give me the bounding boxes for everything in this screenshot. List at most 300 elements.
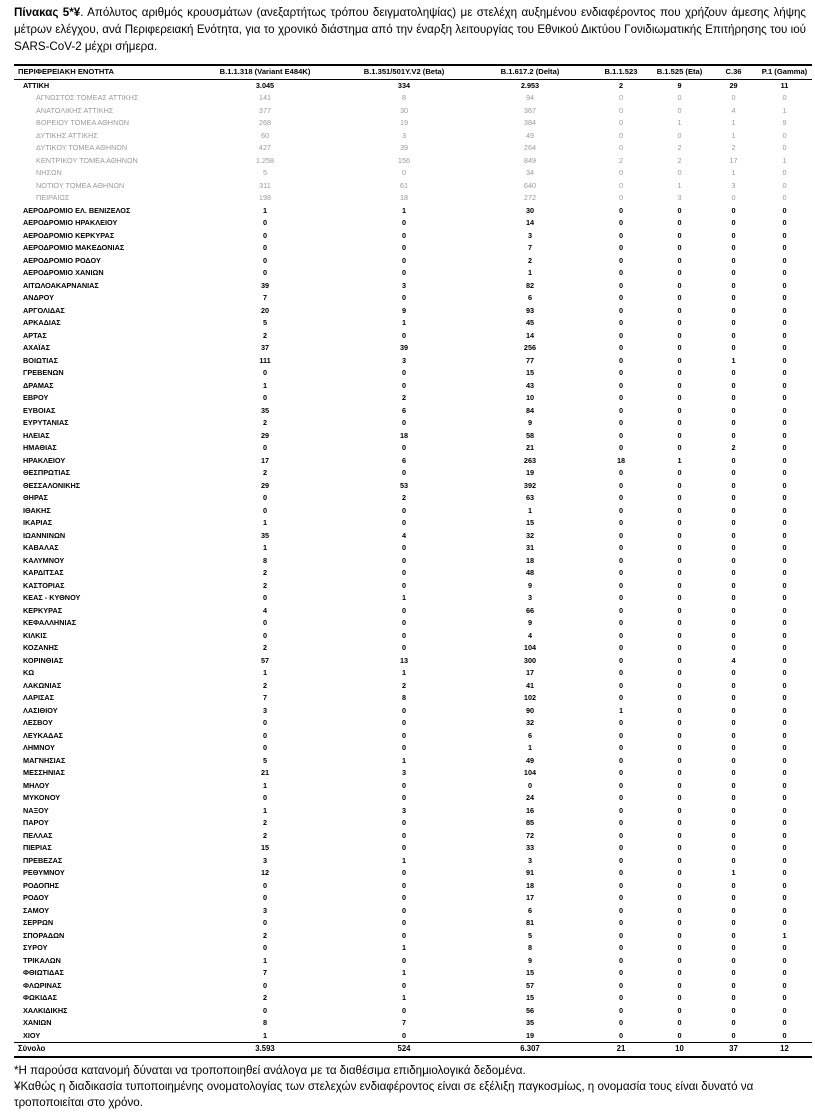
count-cell: 0 xyxy=(677,480,682,490)
table-subrow xyxy=(14,105,812,118)
region-name: ΦΩΚΙΔΑΣ xyxy=(23,993,58,1002)
table-row xyxy=(14,1030,812,1043)
count-cell: 0 xyxy=(782,255,787,265)
count-cell: 94 xyxy=(525,93,535,102)
count-cell: 0 xyxy=(782,955,787,965)
count-cell: 56 xyxy=(525,1005,535,1015)
count-cell: 0 xyxy=(677,768,682,777)
count-cell: 1 xyxy=(262,780,268,790)
count-cell: 0 xyxy=(782,393,787,402)
count-cell: 0 xyxy=(782,243,787,252)
count-cell: 0 xyxy=(618,518,624,527)
region-name: ΒΟΡΕΙΟΥ ΤΟΜΕΑ ΑΘΗΝΩΝ xyxy=(36,118,130,127)
count-cell: 4 xyxy=(262,605,268,615)
table-subrow xyxy=(14,142,812,155)
count-cell: 0 xyxy=(731,880,736,890)
count-cell: 7 xyxy=(527,243,533,252)
count-cell: 198 xyxy=(258,193,272,202)
table-row xyxy=(14,292,812,305)
count-cell: 3 xyxy=(401,280,407,290)
count-cell: 0 xyxy=(618,855,624,865)
region-name: ΠΑΡΟΥ xyxy=(23,818,49,827)
table-row xyxy=(14,730,812,743)
count-cell: 2 xyxy=(618,80,624,90)
table-row xyxy=(14,605,812,618)
count-cell: 0 xyxy=(677,580,682,590)
count-cell: 14 xyxy=(525,330,535,340)
count-cell: 2 xyxy=(262,818,268,827)
region-name: ΚΕΦΑΛΛΗΝΙΑΣ xyxy=(23,618,77,627)
count-cell: 0 xyxy=(677,568,682,577)
count-cell: 0 xyxy=(731,543,736,552)
count-cell: 2 xyxy=(401,493,407,502)
count-cell: 1 xyxy=(401,593,407,602)
count-cell: 6 xyxy=(401,405,407,415)
count-cell: 1 xyxy=(262,1030,268,1040)
table-row xyxy=(14,1017,812,1030)
count-cell: 0 xyxy=(677,330,682,340)
count-cell: 0 xyxy=(618,693,624,702)
count-cell: 0 xyxy=(731,768,736,777)
count-cell: 0 xyxy=(782,130,787,140)
count-cell: 0 xyxy=(618,143,624,152)
count-cell: 0 xyxy=(677,668,682,677)
table-row xyxy=(14,680,812,693)
count-cell: 0 xyxy=(782,868,787,877)
count-cell: 81 xyxy=(525,918,535,927)
count-cell: 0 xyxy=(731,380,736,390)
count-cell: 6 xyxy=(527,293,533,302)
count-cell: 2 xyxy=(262,418,268,427)
count-cell: 0 xyxy=(677,993,682,1002)
count-cell: 0 xyxy=(618,105,624,115)
count-cell: 0 xyxy=(731,205,736,215)
count-cell: 0 xyxy=(677,893,682,902)
count-cell: 0 xyxy=(731,668,736,677)
count-cell: 0 xyxy=(782,568,787,577)
count-cell: 334 xyxy=(397,80,411,90)
count-cell: 0 xyxy=(262,980,268,990)
count-cell: 1 xyxy=(262,668,268,677)
region-name: ΚΑΛΥΜΝΟΥ xyxy=(23,555,65,565)
count-cell: 29 xyxy=(260,480,270,490)
table-row xyxy=(14,380,812,393)
count-cell: 0 xyxy=(262,230,268,240)
count-cell: 0 xyxy=(731,518,736,527)
count-cell: 57 xyxy=(260,655,270,665)
table-row xyxy=(14,305,812,318)
count-cell: 0 xyxy=(677,355,682,365)
count-cell: 0 xyxy=(677,693,682,702)
region-name: ΝΟΤΙΟΥ ΤΟΜΕΑ ΑΘΗΝΩΝ xyxy=(36,180,125,190)
count-cell: 0 xyxy=(618,755,624,765)
count-cell: 66 xyxy=(525,605,535,615)
table-row xyxy=(14,767,812,780)
count-cell: 0 xyxy=(618,730,624,740)
count-cell: 0 xyxy=(782,480,787,490)
count-cell: 0 xyxy=(731,905,736,915)
table-row xyxy=(14,842,812,855)
count-cell: 0 xyxy=(731,1005,736,1015)
count-cell: 0 xyxy=(262,268,268,277)
count-cell: 0 xyxy=(677,105,682,115)
total-label: Σύνολο xyxy=(18,1044,46,1053)
count-cell: 7 xyxy=(262,293,268,302)
table-row xyxy=(14,930,812,943)
count-cell: 0 xyxy=(618,480,624,490)
count-cell: 0 xyxy=(677,968,682,977)
count-cell: 0 xyxy=(731,630,736,640)
count-cell: 0 xyxy=(731,793,736,802)
count-cell: 0 xyxy=(782,355,787,365)
count-cell: 0 xyxy=(401,955,407,965)
count-cell: 0 xyxy=(677,443,682,452)
table-row xyxy=(14,567,812,580)
count-cell: 0 xyxy=(782,368,787,377)
total-cell: 21 xyxy=(616,1044,626,1053)
count-cell: 90 xyxy=(525,705,535,715)
count-cell: 0 xyxy=(731,718,736,727)
count-cell: 377 xyxy=(258,105,272,115)
region-name: ΜΑΓΝΗΣΙΑΣ xyxy=(23,755,66,765)
table-row xyxy=(14,667,812,680)
region-name: ΚΙΛΚΙΣ xyxy=(23,630,47,640)
count-cell: 4 xyxy=(527,630,533,640)
table-row xyxy=(14,355,812,368)
count-cell: 0 xyxy=(782,830,787,840)
table-row xyxy=(14,992,812,1005)
count-cell: 0 xyxy=(618,393,624,402)
count-cell: 0 xyxy=(618,643,624,652)
count-cell: 0 xyxy=(782,993,787,1002)
caption-text: . Απόλυτος αριθμός κρουσμάτων (ανεξαρτήτως τρόπου δειγματοληψίας) με στελέχη αυξημένου ενδιαφέροντος που χρήζουν άμεσης λήψης μέτρων ελέγχου, ανά Περιφερειακή Ενότητα, για το χρονικό διάστημα από την έναρξη λειτουργίας του Εθνικού Δικτύου Γονιδιωματικής Επιτήρησης του ιού SARS-CoV-2 μέχρι σήμερα. xyxy=(14,6,806,53)
count-cell: 0 xyxy=(731,218,736,227)
count-cell: 0 xyxy=(401,893,407,902)
count-cell: 0 xyxy=(782,193,787,202)
count-cell: 4 xyxy=(731,655,736,665)
count-cell: 0 xyxy=(782,318,787,327)
region-name: ΧΑΛΚΙΔΙΚΗΣ xyxy=(23,1005,68,1015)
count-cell: 0 xyxy=(677,655,682,665)
count-cell: 2 xyxy=(262,830,268,840)
count-cell: 0 xyxy=(618,868,624,877)
count-cell: 0 xyxy=(677,405,682,415)
count-cell: 17 xyxy=(260,455,270,465)
count-cell: 0 xyxy=(262,630,268,640)
count-cell: 0 xyxy=(677,368,682,377)
count-cell: 0 xyxy=(782,343,787,352)
count-cell: 0 xyxy=(731,680,736,690)
count-cell: 0 xyxy=(677,855,682,865)
count-cell: 15 xyxy=(525,993,535,1002)
count-cell: 0 xyxy=(677,880,682,890)
count-cell: 3 xyxy=(401,768,407,777)
caption-mark: ¥ xyxy=(73,6,81,19)
count-cell: 24 xyxy=(525,793,535,802)
table-row xyxy=(14,880,812,893)
count-cell: 0 xyxy=(677,918,682,927)
count-cell: 10 xyxy=(525,393,535,402)
count-cell: 0 xyxy=(731,855,736,865)
count-cell: 2 xyxy=(262,580,268,590)
region-name: ΑΧΑΪΑΣ xyxy=(23,343,51,352)
table-row xyxy=(14,367,812,380)
count-cell: 0 xyxy=(782,880,787,890)
count-cell: 1 xyxy=(527,505,533,515)
table-row xyxy=(14,517,812,530)
table-row xyxy=(14,630,812,643)
table-row xyxy=(14,342,812,355)
region-name: ΑΓΝΩΣΤΟΣ ΤΟΜΕΑΣ ΑΤΤΙΚΗΣ xyxy=(36,93,139,102)
count-cell: 20 xyxy=(260,305,270,315)
count-cell: 0 xyxy=(618,943,624,952)
region-name: ΘΗΡΑΣ xyxy=(23,493,48,502)
region-name: ΣΥΡΟΥ xyxy=(23,943,48,952)
total-cell: 524 xyxy=(397,1044,411,1053)
count-cell: 367 xyxy=(523,105,537,115)
count-cell: 0 xyxy=(677,743,682,752)
region-name: ΤΡΙΚΑΛΩΝ xyxy=(23,955,61,965)
count-cell: 0 xyxy=(262,493,268,502)
region-name: ΝΑΞΟΥ xyxy=(23,805,49,815)
region-name: ΑΕΡΟΔΡΟΜΙΟ ΡΟΔΟΥ xyxy=(23,255,101,265)
count-cell: 35 xyxy=(260,530,270,540)
count-cell: 15 xyxy=(525,518,535,527)
table-row xyxy=(14,555,812,568)
count-cell: 0 xyxy=(677,643,682,652)
count-cell: 0 xyxy=(401,880,407,890)
count-cell: 1 xyxy=(677,118,682,127)
table-row xyxy=(14,705,812,718)
count-cell: 0 xyxy=(731,693,736,702)
count-cell: 0 xyxy=(677,430,682,440)
count-cell: 0 xyxy=(731,393,736,402)
count-cell: 2 xyxy=(677,143,682,152)
count-cell: 0 xyxy=(618,468,624,477)
count-cell: 39 xyxy=(260,280,270,290)
region-name: ΡΟΔΟΠΗΣ xyxy=(23,880,59,890)
table-row xyxy=(14,317,812,330)
count-cell: 39 xyxy=(399,143,409,152)
count-cell: 0 xyxy=(782,730,787,740)
count-cell: 0 xyxy=(782,580,787,590)
count-cell: 0 xyxy=(401,818,407,827)
total-row xyxy=(14,1043,812,1057)
count-cell: 1 xyxy=(401,943,407,952)
region-name: ΑΕΡΟΔΡΟΜΙΟ ΧΑΝΙΩΝ xyxy=(23,268,104,277)
count-cell: 0 xyxy=(731,930,736,940)
count-cell: 0 xyxy=(618,418,624,427)
count-cell: 0 xyxy=(262,943,268,952)
count-cell: 0 xyxy=(782,605,787,615)
count-cell: 104 xyxy=(523,643,537,652)
count-cell: 0 xyxy=(618,655,624,665)
table-header-row xyxy=(14,65,812,79)
count-cell: 0 xyxy=(677,468,682,477)
count-cell: 0 xyxy=(618,305,624,315)
count-cell: 2 xyxy=(731,443,736,452)
region-name: ΑΕΡΟΔΡΟΜΙΟ ΜΑΚΕΔΟΝΙΑΣ xyxy=(23,243,125,252)
footnote-nomenclature: ¥Καθώς η διαδικασία τυποποιημένης ονοματολογίας των στελεχών ενδιαφέροντος είναι σε εξέλιξη παγκοσμίως, η ονομασία τους είναι δυνατό να τροποποιείται στο χρόνο. xyxy=(14,1080,754,1109)
region-name: ΙΘΑΚΗΣ xyxy=(23,505,51,515)
count-cell: 14 xyxy=(525,218,535,227)
count-cell: 57 xyxy=(525,980,535,990)
table-body xyxy=(14,79,812,1043)
region-name: ΚΕΑΣ - ΚΥΘΝΟΥ xyxy=(23,593,81,602)
count-cell: 2 xyxy=(677,155,682,165)
count-cell: 0 xyxy=(782,293,787,302)
count-cell: 0 xyxy=(731,805,736,815)
table-row xyxy=(14,255,812,268)
count-cell: 0 xyxy=(731,230,736,240)
count-cell: 0 xyxy=(782,518,787,527)
count-cell: 77 xyxy=(525,355,535,365)
count-cell: 0 xyxy=(731,993,736,1002)
count-cell: 7 xyxy=(262,693,268,702)
count-cell: 0 xyxy=(677,955,682,965)
count-cell: 0 xyxy=(782,555,787,565)
count-cell: 0 xyxy=(677,393,682,402)
count-cell: 0 xyxy=(401,418,407,427)
count-cell: 8 xyxy=(401,693,407,702)
count-cell: 392 xyxy=(523,480,537,490)
table-subrow xyxy=(14,155,812,168)
header-delta: B.1.617.2 (Delta) xyxy=(500,67,560,76)
count-cell: 0 xyxy=(401,843,407,852)
count-cell: 0 xyxy=(677,218,682,227)
count-cell: 0 xyxy=(782,593,787,602)
table-row xyxy=(14,1005,812,1018)
region-name: ΗΡΑΚΛΕΙΟΥ xyxy=(23,455,66,465)
region-name: ΘΕΣΣΑΛΟΝΙΚΗΣ xyxy=(23,480,81,490)
count-cell: 0 xyxy=(782,405,787,415)
count-cell: 0 xyxy=(782,443,787,452)
region-name: ΧΑΝΙΩΝ xyxy=(23,1018,52,1027)
variants-table xyxy=(14,64,812,1058)
table-row xyxy=(14,492,812,505)
count-cell: 1 xyxy=(731,868,736,877)
count-cell: 0 xyxy=(677,793,682,802)
count-cell: 1 xyxy=(262,805,268,815)
count-cell: 0 xyxy=(782,918,787,927)
count-cell: 0 xyxy=(731,955,736,965)
count-cell: 0 xyxy=(782,543,787,552)
count-cell: 0 xyxy=(401,268,407,277)
count-cell: 63 xyxy=(525,493,535,502)
count-cell: 0 xyxy=(401,168,407,177)
table-row xyxy=(14,480,812,493)
table-row xyxy=(14,805,812,818)
table-row xyxy=(14,530,812,543)
count-cell: 0 xyxy=(618,193,624,202)
region-name: ΓΡΕΒΕΝΩΝ xyxy=(23,368,64,377)
header-beta: B.1.351/501Y.V2 (Beta) xyxy=(363,67,445,76)
count-cell: 0 xyxy=(618,955,624,965)
count-cell: 0 xyxy=(618,743,624,752)
count-cell: 1 xyxy=(731,355,736,365)
region-name: ΠΕΙΡΑΙΩΣ xyxy=(36,193,70,202)
region-name: ΗΛΕΙΑΣ xyxy=(23,430,50,440)
count-cell: 0 xyxy=(618,1018,624,1027)
count-cell: 104 xyxy=(523,768,537,777)
table-row xyxy=(14,217,812,230)
count-cell: 0 xyxy=(782,380,787,390)
region-name: ΠΕΛΛΑΣ xyxy=(23,830,53,840)
table-row xyxy=(14,467,812,480)
count-cell: 0 xyxy=(677,380,682,390)
count-cell: 0 xyxy=(782,205,787,215)
count-cell: 268 xyxy=(258,118,272,127)
count-cell: 9 xyxy=(527,955,533,965)
count-cell: 141 xyxy=(258,93,272,102)
total-cell: 37 xyxy=(729,1044,738,1053)
count-cell: 0 xyxy=(731,493,736,502)
count-cell: 0 xyxy=(782,230,787,240)
table-row xyxy=(14,867,812,880)
count-cell: 0 xyxy=(731,968,736,977)
count-cell: 0 xyxy=(618,355,624,365)
table-subrow xyxy=(14,92,812,105)
count-cell: 0 xyxy=(618,1030,624,1040)
count-cell: 0 xyxy=(782,818,787,827)
count-cell: 0 xyxy=(618,793,624,802)
count-cell: 0 xyxy=(262,1005,268,1015)
count-cell: 32 xyxy=(525,530,535,540)
table-row xyxy=(14,892,812,905)
region-name: ΘΕΣΠΡΩΤΙΑΣ xyxy=(23,468,71,477)
count-cell: 8 xyxy=(262,555,268,565)
count-cell: 39 xyxy=(399,343,409,352)
count-cell: 272 xyxy=(523,193,537,202)
count-cell: 0 xyxy=(262,730,268,740)
count-cell: 0 xyxy=(262,218,268,227)
table-row xyxy=(14,642,812,655)
count-cell: 0 xyxy=(731,293,736,302)
count-cell: 2 xyxy=(618,155,624,165)
header-c36: C.36 xyxy=(725,67,742,76)
count-cell: 8 xyxy=(401,93,407,102)
count-cell: 11 xyxy=(780,80,789,90)
region-name: ΑΡΓΟΛΙΔΑΣ xyxy=(23,305,65,315)
region-name: ΛΕΥΚΑΔΑΣ xyxy=(23,730,64,740)
count-cell: 3.045 xyxy=(255,80,275,90)
count-cell: 48 xyxy=(525,568,535,577)
count-cell: 102 xyxy=(523,693,537,702)
count-cell: 3 xyxy=(262,905,268,915)
count-cell: 0 xyxy=(262,443,268,452)
count-cell: 0 xyxy=(262,718,268,727)
count-cell: 0 xyxy=(731,305,736,315)
count-cell: 0 xyxy=(677,705,682,715)
table-row xyxy=(14,330,812,343)
count-cell: 0 xyxy=(401,380,407,390)
count-cell: 0 xyxy=(782,530,787,540)
count-cell: 2 xyxy=(731,143,736,152)
count-cell: 300 xyxy=(523,655,537,665)
count-cell: 0 xyxy=(401,443,407,452)
count-cell: 0 xyxy=(782,755,787,765)
count-cell: 6 xyxy=(527,905,533,915)
count-cell: 0 xyxy=(731,943,736,952)
count-cell: 0 xyxy=(677,630,682,640)
footnotes xyxy=(14,1063,809,1111)
count-cell: 0 xyxy=(262,505,268,515)
count-cell: 19 xyxy=(399,118,409,127)
count-cell: 0 xyxy=(618,618,624,627)
table-row xyxy=(14,942,812,955)
count-cell: 0 xyxy=(677,168,682,177)
count-cell: 0 xyxy=(731,918,736,927)
